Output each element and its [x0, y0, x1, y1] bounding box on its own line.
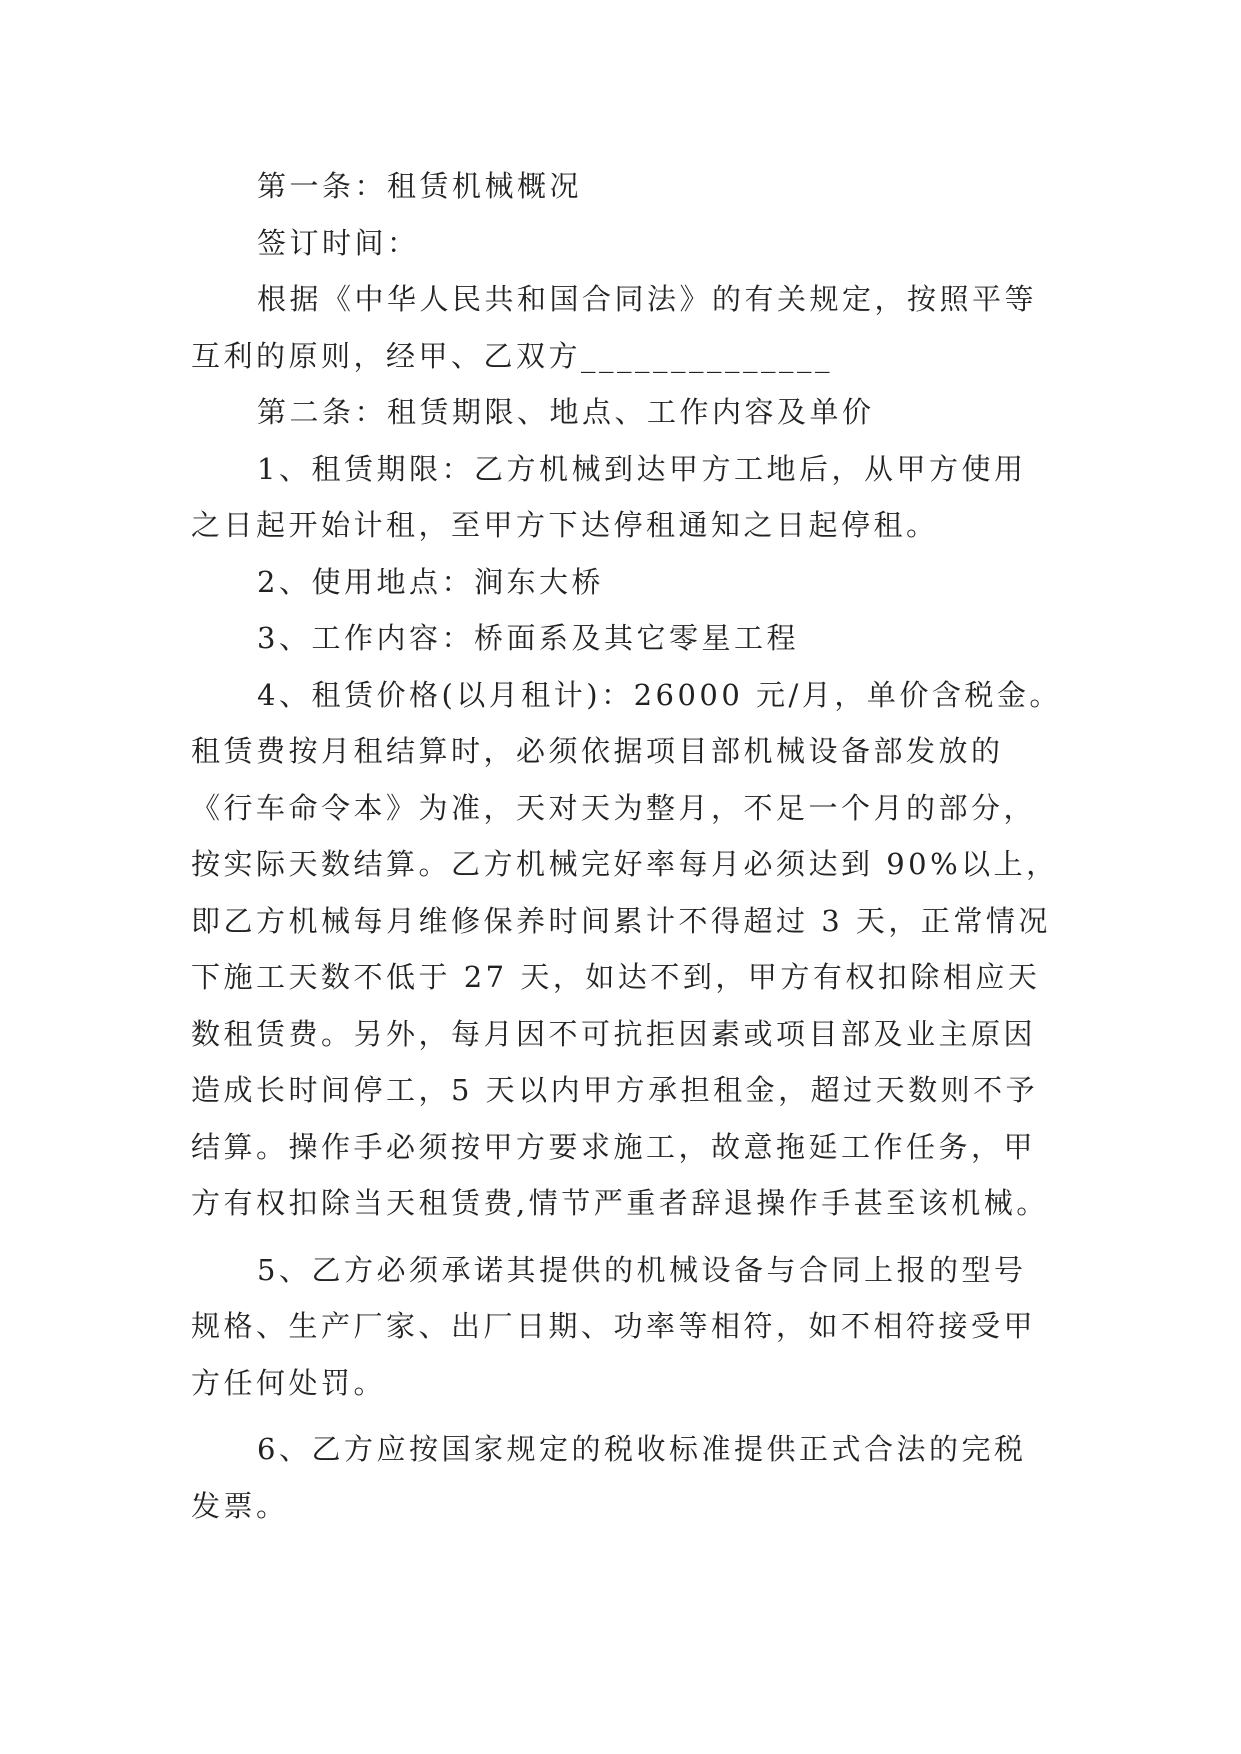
clause-4-lease-price: 4、租赁价格(以月租计)：26000 元/月，单价含税金。 租赁费按月租结算时，必须依据项目部机械设备部发放的 《行车命令本》为准，天对天为整月，不足一个月的部分， 按实际天数结算。乙方机械完好率每月必须达到 90%以上， 即乙方机械每月维修保养时间累计不得超过 3 天，正常情况 下施工天数不低于 27 天，如达不到，甲方有权扣除相应天 数租赁费。另外，每月因不可抗拒因素或项目部及业主原因 造成长时间停工，5 天以内甲方承担租金，超过天数则不予 结算。操作手必须按甲方要求施工，故意拖延工作任务，甲 方有权扣除当天租赁费,情节严重者辞退操作手甚至该机械。 — [191, 677, 1062, 1220]
clause-5-equipment-commitment: 5、乙方必须承诺其提供的机械设备与合同上报的型号 规格、生产厂家、出厂日期、功率等相符，如不相符接受甲 方任何处罚。 — [191, 1252, 1037, 1400]
preamble-paragraph: 根据《中华人民共和国合同法》的有关规定，按照平等 互利的原则，经甲、乙双方______________ — [191, 282, 1038, 373]
clause-3-work-content: 3、工作内容：桥面系及其它零星工程 — [257, 621, 799, 655]
document-body — [191, 158, 1062, 1534]
clause-1-lease-term: 1、租赁期限：乙方机械到达甲方工地后，从甲方使用 之日起开始计租，至甲方下达停租通知之日起停租。 — [191, 451, 1027, 542]
signing-time: 签订时间： — [257, 225, 420, 260]
clause-6-tax-invoice: 6、乙方应按国家规定的税收标准提供正式合法的完税 发票。 — [191, 1432, 1027, 1523]
article-2-heading: 第二条：租赁期限、地点、工作内容及单价 — [257, 395, 875, 429]
clause-2-location: 2、使用地点：涧东大桥 — [257, 564, 604, 599]
article-1-heading: 第一条：租赁机械概况 — [257, 169, 583, 203]
